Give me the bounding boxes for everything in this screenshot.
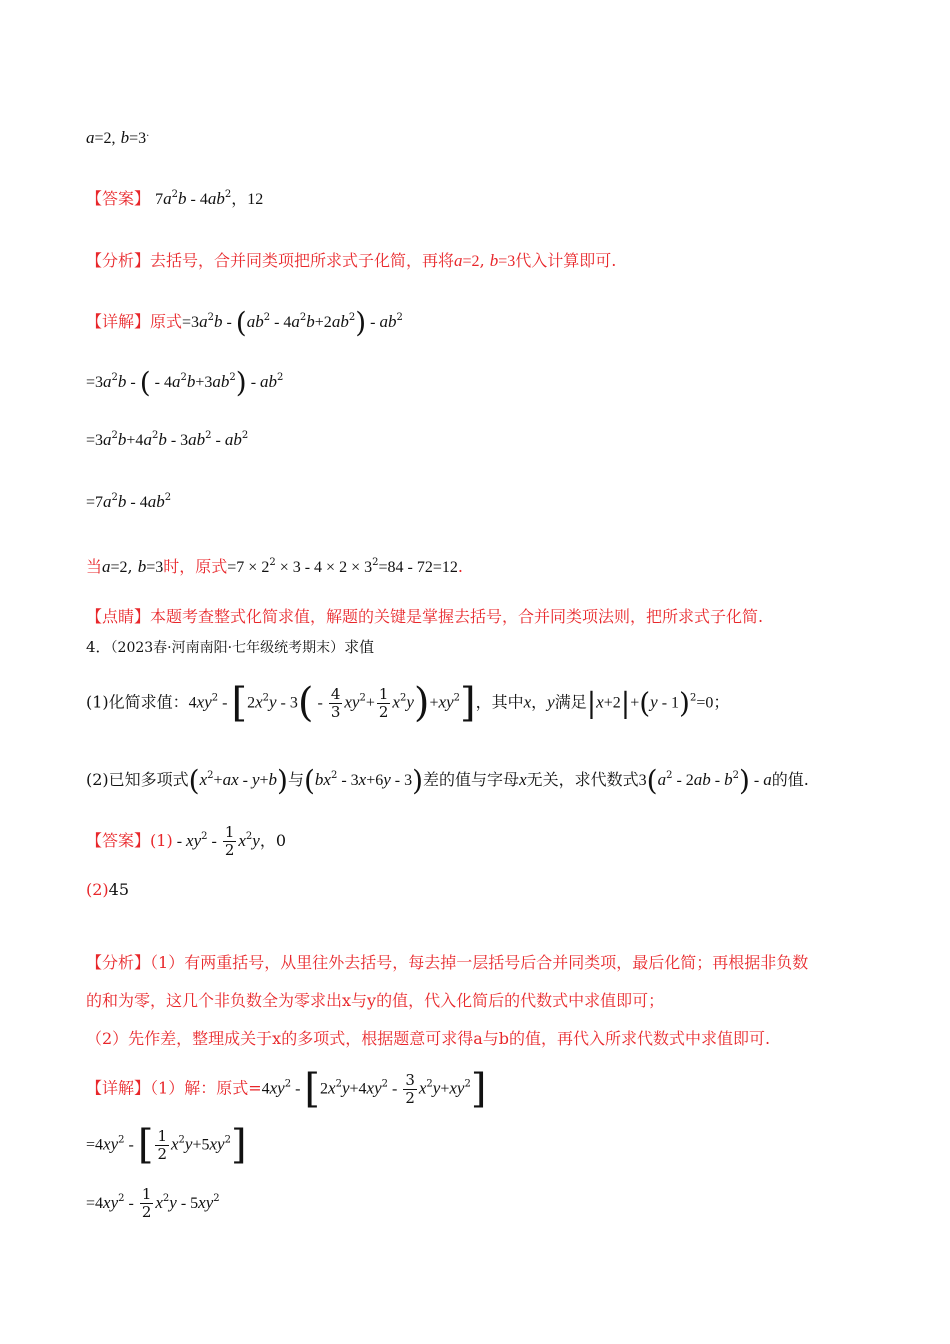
detail-label: 【详解】 — [86, 312, 151, 331]
answer-1: 【答案】 $7a^2b - 4ab^2$，12 — [86, 189, 264, 208]
analysis-1: 【分析】去括号，合并同类项把所求式子化简，再将a=2, b=3代入计算即可. — [86, 251, 617, 270]
question-4-header: 4．（2023春·河南南阳·七年级统考期末）求值 — [86, 638, 375, 656]
detail-2-line-1: 【详解】（1）解：原式$=4xy^2 - [2x^2y+4xy^2$ - $\frac{3}{2}$ $x^2y+xy^2$] — [86, 1066, 487, 1112]
comment-label: 【点睛】 — [86, 607, 151, 626]
question-source: （2023春·河南南阳·七年级统考期末） — [110, 640, 345, 656]
analysis-2-line-1: 【分析】（1）有两重括号，从里往外去括号，每去掉一层括号后合并同类项，最后化简；再根据非负数 — [86, 953, 809, 972]
answer-2-part-1: 【答案】$(1) - xy^2$ - $\frac{1}{2}$ $x^2y$，0 — [86, 823, 287, 859]
detail-2-line-2: $=4xy^2$ - [ $\frac{1}{2}$ $x^2y+5xy^2$] — [86, 1122, 247, 1168]
question-4-part-1: (1)化简求值：$4xy^2 - [2x^2y - 3$( - $\frac{4}{3}$ $xy^2+$ $\frac{1}{2}$ $x^2y)+xy^2$]，其中x，y满足|x+2|+(y - 1)$^2$=0； — [86, 680, 730, 726]
answer-label: 【答案】 — [86, 189, 151, 208]
detail-1-line-1: 【详解】原式$=3a^2b - (ab^2 - 4a^2b+2ab^2) - ab^2$ — [86, 306, 403, 339]
analysis-label: 【分析】 — [86, 251, 151, 270]
detail-1-line-3: $=3a^2b+4a^2b - 3ab^2 - ab^2$ — [86, 430, 249, 449]
detail-1-line-2: $=3a^2b$ - ( - $4a^2b+3ab^2) - ab^2$ — [86, 366, 284, 399]
detail-1-line-5: 当a=2, b=3时，原式$=7 \times 2^2 \times 3 - 4 \times 2 \times 3^2=84 - 72=12$. — [86, 557, 463, 576]
answer-2-part-2: (2)45 — [86, 880, 130, 899]
detail-1-line-4: $=7a^2b - 4ab^2$ — [86, 492, 172, 511]
comment-1 — [86, 604, 763, 627]
intro-condition: a=2, b=3. — [86, 128, 150, 147]
analysis-2-line-3: （2）先作差，整理成关于x的多项式，根据题意可求得a与b的值，再代入所求代数式中求值即可. — [86, 1029, 771, 1048]
detail-2-line-3: $=4xy^2$ - $\frac{1}{2}$ $x^2y - 5xy^2$ — [86, 1185, 220, 1221]
question-title: 求值 — [344, 638, 375, 656]
comment-text: 本题考查整式化简求值，解题的关键是掌握去括号，合并同类项法则，把所求式子化简. — [150, 607, 764, 626]
question-4-part-2: (2)已知多项式$(x^2+ax - y+b)$与$(bx^2 - 3x+6y - 3)$差的值与字母x无关，求代数式$3(a^2 - 2ab - b^2)$ - a的值. — [86, 764, 809, 797]
analysis-2-line-2: 的和为零，这几个非负数全为零求出x与y的值，代入化简后的代数式中求值即可； — [86, 991, 665, 1010]
